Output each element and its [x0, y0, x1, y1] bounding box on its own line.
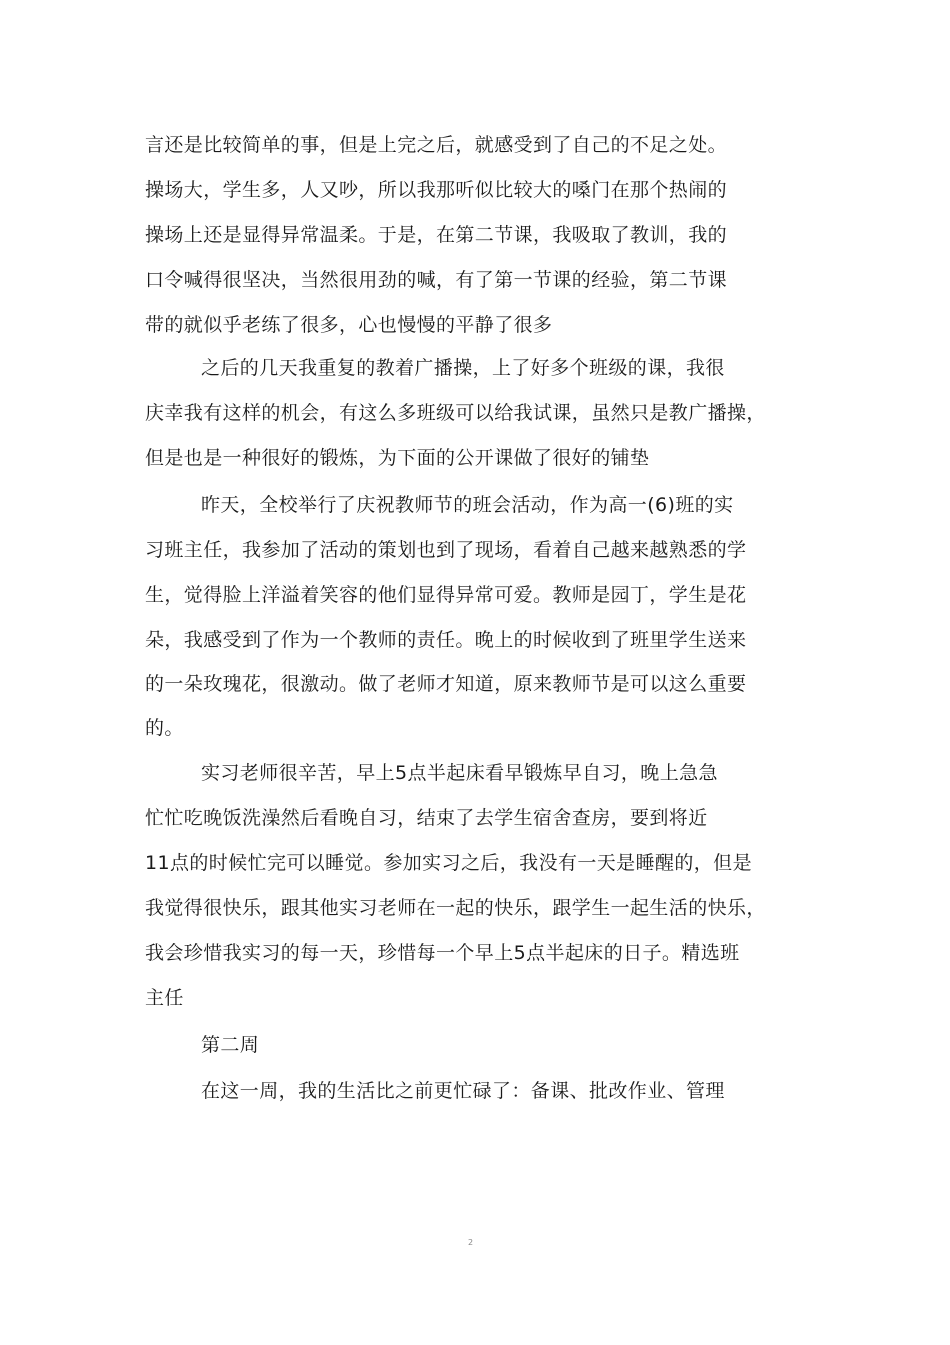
paragraph-2-line-3: 但是也是一种很好的锻炼，为下面的公开课做了很好的铺垫: [145, 447, 650, 469]
paragraph-4-line-2: 忙忙吃晚饭洗澡然后看晚自习，结束了去学生宿舍查房，要到将近: [145, 807, 708, 829]
paragraph-2-line-2: 庆幸我有这样的机会，有这么多班级可以给我试课，虽然只是教广播操，: [145, 402, 766, 424]
paragraph-2-line-1: 之后的几天我重复的教着广播操，上了好多个班级的课，我很: [201, 357, 725, 379]
paragraph-3-line-6: 的。: [145, 717, 184, 739]
paragraph-4-line-6: 主任: [145, 987, 184, 1009]
paragraph-4-line-4: 我觉得很快乐，跟其他实习老师在一起的快乐，跟学生一起生活的快乐，: [145, 897, 766, 919]
paragraph-4-line-1: 实习老师很辛苦，早上5点半起床看早锻炼早自习，晚上急急: [201, 762, 718, 784]
section-heading: 第二周: [201, 1034, 260, 1056]
paragraph-3-line-4: 朵，我感受到了作为一个教师的责任。晚上的时候收到了班里学生送来: [145, 629, 747, 651]
paragraph-4-line-5: 我会珍惜我实习的每一天，珍惜每一个早上5点半起床的日子。精选班: [145, 942, 740, 964]
paragraph-1-line-1: 言还是比较简单的事，但是上完之后，就感受到了自己的不足之处。: [145, 134, 728, 156]
paragraph-4-line-3: 11点的时候忙完可以睡觉。参加实习之后，我没有一天是睡醒的，但是: [145, 852, 752, 874]
paragraph-1-line-3: 操场上还是显得异常温柔。于是，在第二节课，我吸取了教训，我的: [145, 224, 728, 246]
paragraph-3-line-5: 的一朵玫瑰花，很激动。做了老师才知道，原来教师节是可以这么重要: [145, 673, 747, 695]
paragraph-5-line-1: 在这一周，我的生活比之前更忙碌了：备课、批改作业、管理: [201, 1080, 725, 1102]
page-number: 2: [468, 1238, 474, 1247]
paragraph-1-line-5: 带的就似乎老练了很多，心也慢慢的平静了很多: [145, 314, 553, 336]
paragraph-3-line-1: 昨天，全校举行了庆祝教师节的班会活动，作为高一(6)班的实: [201, 494, 734, 516]
paragraph-3-line-2: 习班主任，我参加了活动的策划也到了现场，看着自己越来越熟悉的学: [145, 539, 747, 561]
paragraph-1-line-2: 操场大，学生多，人又吵，所以我那听似比较大的嗓门在那个热闹的: [145, 179, 728, 201]
paragraph-1-line-4: 口令喊得很坚决，当然很用劲的喊，有了第一节课的经验，第二节课: [145, 269, 728, 291]
paragraph-3-line-3: 生，觉得脸上洋溢着笑容的他们显得异常可爱。教师是园丁，学生是花: [145, 584, 747, 606]
